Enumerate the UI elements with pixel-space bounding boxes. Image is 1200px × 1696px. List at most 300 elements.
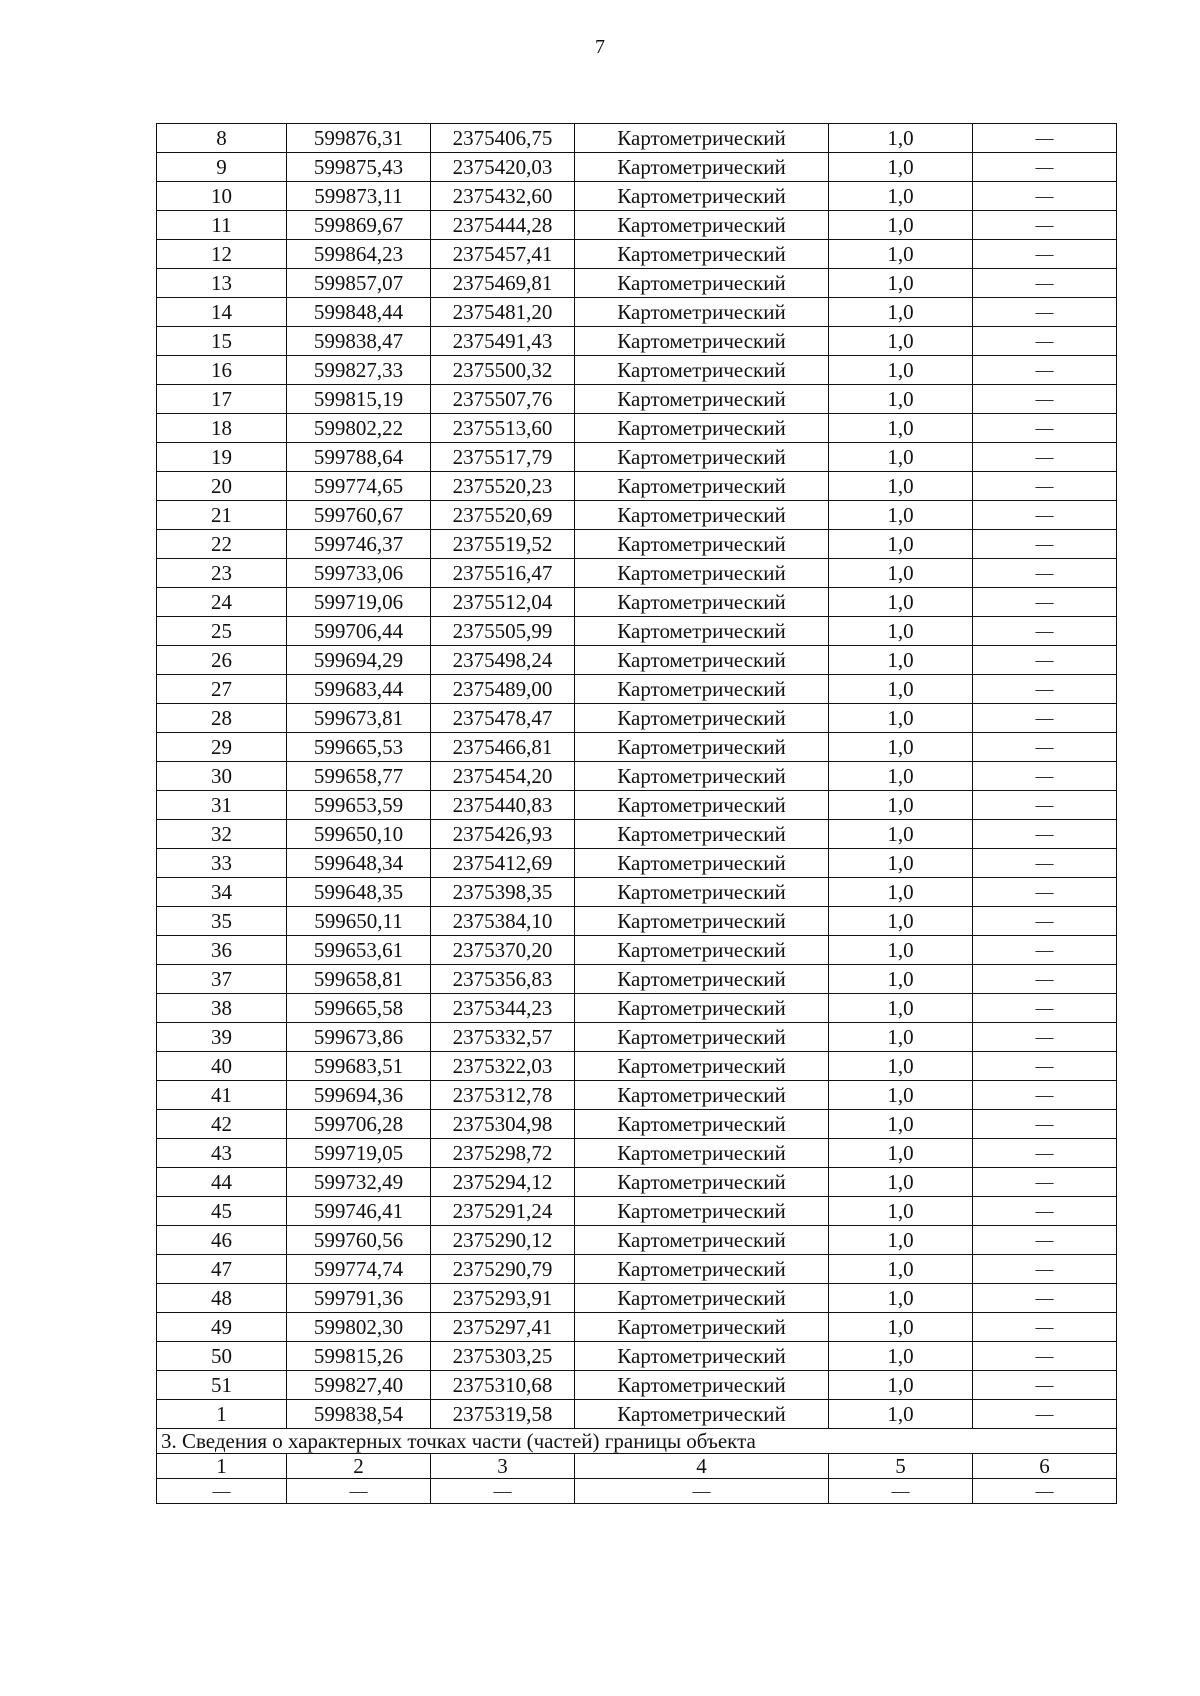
y-coordinate-cell: 2375406,75 xyxy=(431,124,575,153)
description-cell: — xyxy=(973,1371,1117,1400)
description-cell: — xyxy=(973,1284,1117,1313)
x-coordinate-cell: 599815,26 xyxy=(287,1342,431,1371)
point-number-cell: 47 xyxy=(157,1255,287,1284)
y-coordinate-cell: 2375293,91 xyxy=(431,1284,575,1313)
accuracy-cell: 1,0 xyxy=(829,153,973,182)
y-coordinate-cell: 2375513,60 xyxy=(431,414,575,443)
point-number-cell: 39 xyxy=(157,1023,287,1052)
method-cell: Картометрический xyxy=(575,1139,829,1168)
section3-dash-cell: — xyxy=(431,1479,575,1504)
point-number-cell: 23 xyxy=(157,559,287,588)
method-cell: Картометрический xyxy=(575,1371,829,1400)
y-coordinate-cell: 2375491,43 xyxy=(431,327,575,356)
description-cell: — xyxy=(973,1197,1117,1226)
accuracy-cell: 1,0 xyxy=(829,443,973,472)
accuracy-cell: 1,0 xyxy=(829,994,973,1023)
point-number-cell: 49 xyxy=(157,1313,287,1342)
table-row xyxy=(157,298,1117,327)
x-coordinate-cell: 599733,06 xyxy=(287,559,431,588)
method-cell: Картометрический xyxy=(575,559,829,588)
y-coordinate-cell: 2375489,00 xyxy=(431,675,575,704)
point-number-cell: 20 xyxy=(157,472,287,501)
table-row xyxy=(157,327,1117,356)
method-cell: Картометрический xyxy=(575,791,829,820)
table-row xyxy=(157,1400,1117,1429)
points-table-body xyxy=(157,124,1117,1429)
y-coordinate-cell: 2375516,47 xyxy=(431,559,575,588)
y-coordinate-cell: 2375304,98 xyxy=(431,1110,575,1139)
method-cell: Картометрический xyxy=(575,443,829,472)
table-row xyxy=(157,356,1117,385)
method-cell: Картометрический xyxy=(575,675,829,704)
table-row xyxy=(157,1313,1117,1342)
method-cell: Картометрический xyxy=(575,1400,829,1429)
accuracy-cell: 1,0 xyxy=(829,704,973,733)
x-coordinate-cell: 599827,40 xyxy=(287,1371,431,1400)
method-cell: Картометрический xyxy=(575,849,829,878)
method-cell: Картометрический xyxy=(575,327,829,356)
description-cell: — xyxy=(973,1400,1117,1429)
accuracy-cell: 1,0 xyxy=(829,356,973,385)
y-coordinate-cell: 2375457,41 xyxy=(431,240,575,269)
description-cell: — xyxy=(973,385,1117,414)
table-row xyxy=(157,1023,1117,1052)
y-coordinate-cell: 2375294,12 xyxy=(431,1168,575,1197)
table-row xyxy=(157,1081,1117,1110)
table-row xyxy=(157,385,1117,414)
method-cell: Картометрический xyxy=(575,704,829,733)
accuracy-cell: 1,0 xyxy=(829,646,973,675)
point-number-cell: 30 xyxy=(157,762,287,791)
point-number-cell: 26 xyxy=(157,646,287,675)
point-number-cell: 43 xyxy=(157,1139,287,1168)
description-cell: — xyxy=(973,1052,1117,1081)
x-coordinate-cell: 599683,51 xyxy=(287,1052,431,1081)
description-cell: — xyxy=(973,1110,1117,1139)
y-coordinate-cell: 2375303,25 xyxy=(431,1342,575,1371)
point-number-cell: 29 xyxy=(157,733,287,762)
x-coordinate-cell: 599760,56 xyxy=(287,1226,431,1255)
table-row xyxy=(157,1110,1117,1139)
method-cell: Картометрический xyxy=(575,530,829,559)
point-number-cell: 34 xyxy=(157,878,287,907)
point-number-cell: 44 xyxy=(157,1168,287,1197)
point-number-cell: 40 xyxy=(157,1052,287,1081)
table-row xyxy=(157,588,1117,617)
description-cell: — xyxy=(973,559,1117,588)
x-coordinate-cell: 599658,81 xyxy=(287,965,431,994)
point-number-cell: 33 xyxy=(157,849,287,878)
description-cell: — xyxy=(973,356,1117,385)
x-coordinate-cell: 599746,41 xyxy=(287,1197,431,1226)
y-coordinate-cell: 2375520,69 xyxy=(431,501,575,530)
accuracy-cell: 1,0 xyxy=(829,1284,973,1313)
description-cell: — xyxy=(973,646,1117,675)
accuracy-cell: 1,0 xyxy=(829,182,973,211)
table-row xyxy=(157,820,1117,849)
section3-title: 3. Сведения о характерных точках части (частей) границы объекта xyxy=(157,1429,1117,1454)
point-number-cell: 11 xyxy=(157,211,287,240)
description-cell: — xyxy=(973,443,1117,472)
accuracy-cell: 1,0 xyxy=(829,849,973,878)
description-cell: — xyxy=(973,617,1117,646)
accuracy-cell: 1,0 xyxy=(829,1226,973,1255)
table-row xyxy=(157,1139,1117,1168)
y-coordinate-cell: 2375344,23 xyxy=(431,994,575,1023)
table-row xyxy=(157,472,1117,501)
y-coordinate-cell: 2375290,12 xyxy=(431,1226,575,1255)
method-cell: Картометрический xyxy=(575,124,829,153)
x-coordinate-cell: 599683,44 xyxy=(287,675,431,704)
method-cell: Картометрический xyxy=(575,936,829,965)
description-cell: — xyxy=(973,182,1117,211)
method-cell: Картометрический xyxy=(575,385,829,414)
y-coordinate-cell: 2375312,78 xyxy=(431,1081,575,1110)
method-cell: Картометрический xyxy=(575,1284,829,1313)
accuracy-cell: 1,0 xyxy=(829,965,973,994)
point-number-cell: 46 xyxy=(157,1226,287,1255)
method-cell: Картометрический xyxy=(575,356,829,385)
table-row xyxy=(157,1284,1117,1313)
point-number-cell: 38 xyxy=(157,994,287,1023)
method-cell: Картометрический xyxy=(575,414,829,443)
x-coordinate-cell: 599873,11 xyxy=(287,182,431,211)
accuracy-cell: 1,0 xyxy=(829,472,973,501)
description-cell: — xyxy=(973,327,1117,356)
x-coordinate-cell: 599848,44 xyxy=(287,298,431,327)
x-coordinate-cell: 599653,61 xyxy=(287,936,431,965)
accuracy-cell: 1,0 xyxy=(829,1081,973,1110)
method-cell: Картометрический xyxy=(575,878,829,907)
table-row xyxy=(157,501,1117,530)
x-coordinate-cell: 599802,30 xyxy=(287,1313,431,1342)
method-cell: Картометрический xyxy=(575,1342,829,1371)
point-number-cell: 10 xyxy=(157,182,287,211)
x-coordinate-cell: 599658,77 xyxy=(287,762,431,791)
table-row xyxy=(157,1226,1117,1255)
table-row xyxy=(157,1197,1117,1226)
y-coordinate-cell: 2375297,41 xyxy=(431,1313,575,1342)
x-coordinate-cell: 599802,22 xyxy=(287,414,431,443)
description-cell: — xyxy=(973,501,1117,530)
accuracy-cell: 1,0 xyxy=(829,501,973,530)
section3-dash-cell: — xyxy=(287,1479,431,1504)
accuracy-cell: 1,0 xyxy=(829,733,973,762)
y-coordinate-cell: 2375478,47 xyxy=(431,704,575,733)
y-coordinate-cell: 2375384,10 xyxy=(431,907,575,936)
y-coordinate-cell: 2375466,81 xyxy=(431,733,575,762)
method-cell: Картометрический xyxy=(575,1313,829,1342)
y-coordinate-cell: 2375398,35 xyxy=(431,878,575,907)
point-number-cell: 13 xyxy=(157,269,287,298)
table-row xyxy=(157,733,1117,762)
point-number-cell: 25 xyxy=(157,617,287,646)
description-cell: — xyxy=(973,1255,1117,1284)
x-coordinate-cell: 599774,65 xyxy=(287,472,431,501)
description-cell: — xyxy=(973,414,1117,443)
accuracy-cell: 1,0 xyxy=(829,124,973,153)
table-row xyxy=(157,269,1117,298)
table-row xyxy=(157,1342,1117,1371)
description-cell: — xyxy=(973,1139,1117,1168)
accuracy-cell: 1,0 xyxy=(829,1110,973,1139)
method-cell: Картометрический xyxy=(575,1255,829,1284)
x-coordinate-cell: 599719,05 xyxy=(287,1139,431,1168)
table-row xyxy=(157,907,1117,936)
accuracy-cell: 1,0 xyxy=(829,385,973,414)
x-coordinate-cell: 599815,19 xyxy=(287,385,431,414)
point-number-cell: 16 xyxy=(157,356,287,385)
description-cell: — xyxy=(973,907,1117,936)
table-row xyxy=(157,791,1117,820)
description-cell: — xyxy=(973,820,1117,849)
y-coordinate-cell: 2375498,24 xyxy=(431,646,575,675)
description-cell: — xyxy=(973,849,1117,878)
x-coordinate-cell: 599774,74 xyxy=(287,1255,431,1284)
accuracy-cell: 1,0 xyxy=(829,414,973,443)
y-coordinate-cell: 2375370,20 xyxy=(431,936,575,965)
method-cell: Картометрический xyxy=(575,762,829,791)
y-coordinate-cell: 2375420,03 xyxy=(431,153,575,182)
y-coordinate-cell: 2375500,32 xyxy=(431,356,575,385)
description-cell: — xyxy=(973,269,1117,298)
point-number-cell: 17 xyxy=(157,385,287,414)
description-cell: — xyxy=(973,994,1117,1023)
description-cell: — xyxy=(973,1226,1117,1255)
method-cell: Картометрический xyxy=(575,240,829,269)
point-number-cell: 48 xyxy=(157,1284,287,1313)
section3-header-cell: 3 xyxy=(431,1454,575,1479)
method-cell: Картометрический xyxy=(575,820,829,849)
accuracy-cell: 1,0 xyxy=(829,1139,973,1168)
y-coordinate-cell: 2375310,68 xyxy=(431,1371,575,1400)
table-row xyxy=(157,936,1117,965)
point-number-cell: 35 xyxy=(157,907,287,936)
accuracy-cell: 1,0 xyxy=(829,878,973,907)
table-row xyxy=(157,124,1117,153)
description-cell: — xyxy=(973,878,1117,907)
x-coordinate-cell: 599838,54 xyxy=(287,1400,431,1429)
y-coordinate-cell: 2375469,81 xyxy=(431,269,575,298)
point-number-cell: 8 xyxy=(157,124,287,153)
point-number-cell: 37 xyxy=(157,965,287,994)
method-cell: Картометрический xyxy=(575,733,829,762)
table-row xyxy=(157,240,1117,269)
section3-block xyxy=(157,1429,1117,1504)
table-row xyxy=(157,530,1117,559)
x-coordinate-cell: 599827,33 xyxy=(287,356,431,385)
accuracy-cell: 1,0 xyxy=(829,1168,973,1197)
section3-header-cell: 6 xyxy=(973,1454,1117,1479)
point-number-cell: 18 xyxy=(157,414,287,443)
method-cell: Картометрический xyxy=(575,501,829,530)
y-coordinate-cell: 2375520,23 xyxy=(431,472,575,501)
table-row xyxy=(157,849,1117,878)
method-cell: Картометрический xyxy=(575,1197,829,1226)
method-cell: Картометрический xyxy=(575,269,829,298)
section3-title-row xyxy=(157,1429,1117,1454)
x-coordinate-cell: 599653,59 xyxy=(287,791,431,820)
x-coordinate-cell: 599838,47 xyxy=(287,327,431,356)
x-coordinate-cell: 599650,10 xyxy=(287,820,431,849)
x-coordinate-cell: 599719,06 xyxy=(287,588,431,617)
section3-header-cell: 2 xyxy=(287,1454,431,1479)
x-coordinate-cell: 599665,58 xyxy=(287,994,431,1023)
x-coordinate-cell: 599648,34 xyxy=(287,849,431,878)
table-row xyxy=(157,1052,1117,1081)
method-cell: Картометрический xyxy=(575,588,829,617)
x-coordinate-cell: 599665,53 xyxy=(287,733,431,762)
description-cell: — xyxy=(973,762,1117,791)
point-number-cell: 51 xyxy=(157,1371,287,1400)
table-row xyxy=(157,646,1117,675)
x-coordinate-cell: 599875,43 xyxy=(287,153,431,182)
method-cell: Картометрический xyxy=(575,298,829,327)
description-cell: — xyxy=(973,704,1117,733)
table-row xyxy=(157,1168,1117,1197)
description-cell: — xyxy=(973,472,1117,501)
description-cell: — xyxy=(973,733,1117,762)
y-coordinate-cell: 2375290,79 xyxy=(431,1255,575,1284)
point-number-cell: 21 xyxy=(157,501,287,530)
table-row xyxy=(157,182,1117,211)
method-cell: Картометрический xyxy=(575,617,829,646)
description-cell: — xyxy=(973,588,1117,617)
method-cell: Картометрический xyxy=(575,153,829,182)
accuracy-cell: 1,0 xyxy=(829,559,973,588)
description-cell: — xyxy=(973,124,1117,153)
accuracy-cell: 1,0 xyxy=(829,936,973,965)
description-cell: — xyxy=(973,965,1117,994)
point-number-cell: 28 xyxy=(157,704,287,733)
x-coordinate-cell: 599876,31 xyxy=(287,124,431,153)
table-row xyxy=(157,704,1117,733)
x-coordinate-cell: 599746,37 xyxy=(287,530,431,559)
method-cell: Картометрический xyxy=(575,994,829,1023)
description-cell: — xyxy=(973,298,1117,327)
accuracy-cell: 1,0 xyxy=(829,298,973,327)
method-cell: Картометрический xyxy=(575,1023,829,1052)
table-row xyxy=(157,211,1117,240)
y-coordinate-cell: 2375444,28 xyxy=(431,211,575,240)
x-coordinate-cell: 599788,64 xyxy=(287,443,431,472)
accuracy-cell: 1,0 xyxy=(829,530,973,559)
table-row xyxy=(157,1371,1117,1400)
x-coordinate-cell: 599673,86 xyxy=(287,1023,431,1052)
x-coordinate-cell: 599706,44 xyxy=(287,617,431,646)
y-coordinate-cell: 2375517,79 xyxy=(431,443,575,472)
x-coordinate-cell: 599864,23 xyxy=(287,240,431,269)
y-coordinate-cell: 2375507,76 xyxy=(431,385,575,414)
accuracy-cell: 1,0 xyxy=(829,762,973,791)
x-coordinate-cell: 599694,29 xyxy=(287,646,431,675)
section3-header-cell: 4 xyxy=(575,1454,829,1479)
accuracy-cell: 1,0 xyxy=(829,675,973,704)
accuracy-cell: 1,0 xyxy=(829,240,973,269)
point-number-cell: 15 xyxy=(157,327,287,356)
y-coordinate-cell: 2375319,58 xyxy=(431,1400,575,1429)
table-row xyxy=(157,559,1117,588)
x-coordinate-cell: 599791,36 xyxy=(287,1284,431,1313)
accuracy-cell: 1,0 xyxy=(829,1255,973,1284)
table-row xyxy=(157,617,1117,646)
point-number-cell: 22 xyxy=(157,530,287,559)
method-cell: Картометрический xyxy=(575,472,829,501)
x-coordinate-cell: 599648,35 xyxy=(287,878,431,907)
accuracy-cell: 1,0 xyxy=(829,791,973,820)
accuracy-cell: 1,0 xyxy=(829,1400,973,1429)
accuracy-cell: 1,0 xyxy=(829,617,973,646)
accuracy-cell: 1,0 xyxy=(829,1197,973,1226)
y-coordinate-cell: 2375298,72 xyxy=(431,1139,575,1168)
accuracy-cell: 1,0 xyxy=(829,327,973,356)
boundary-points-table xyxy=(156,123,1117,1504)
table-row xyxy=(157,762,1117,791)
y-coordinate-cell: 2375412,69 xyxy=(431,849,575,878)
description-cell: — xyxy=(973,675,1117,704)
y-coordinate-cell: 2375512,04 xyxy=(431,588,575,617)
y-coordinate-cell: 2375505,99 xyxy=(431,617,575,646)
description-cell: — xyxy=(973,1168,1117,1197)
x-coordinate-cell: 599706,28 xyxy=(287,1110,431,1139)
description-cell: — xyxy=(973,791,1117,820)
point-number-cell: 24 xyxy=(157,588,287,617)
method-cell: Картометрический xyxy=(575,1226,829,1255)
point-number-cell: 14 xyxy=(157,298,287,327)
description-cell: — xyxy=(973,1342,1117,1371)
y-coordinate-cell: 2375440,83 xyxy=(431,791,575,820)
section3-header-cell: 5 xyxy=(829,1454,973,1479)
description-cell: — xyxy=(973,530,1117,559)
description-cell: — xyxy=(973,936,1117,965)
table-row xyxy=(157,878,1117,907)
table-row xyxy=(157,675,1117,704)
x-coordinate-cell: 599760,67 xyxy=(287,501,431,530)
accuracy-cell: 1,0 xyxy=(829,907,973,936)
point-number-cell: 41 xyxy=(157,1081,287,1110)
method-cell: Картометрический xyxy=(575,1110,829,1139)
method-cell: Картометрический xyxy=(575,211,829,240)
table-row xyxy=(157,1255,1117,1284)
accuracy-cell: 1,0 xyxy=(829,211,973,240)
y-coordinate-cell: 2375519,52 xyxy=(431,530,575,559)
page-number: 7 xyxy=(595,36,605,58)
x-coordinate-cell: 599857,07 xyxy=(287,269,431,298)
x-coordinate-cell: 599869,67 xyxy=(287,211,431,240)
section3-dash-cell: — xyxy=(973,1479,1117,1504)
point-number-cell: 31 xyxy=(157,791,287,820)
section3-dash-cell: — xyxy=(829,1479,973,1504)
accuracy-cell: 1,0 xyxy=(829,588,973,617)
accuracy-cell: 1,0 xyxy=(829,1052,973,1081)
y-coordinate-cell: 2375356,83 xyxy=(431,965,575,994)
point-number-cell: 1 xyxy=(157,1400,287,1429)
description-cell: — xyxy=(973,240,1117,269)
method-cell: Картометрический xyxy=(575,965,829,994)
point-number-cell: 36 xyxy=(157,936,287,965)
y-coordinate-cell: 2375454,20 xyxy=(431,762,575,791)
point-number-cell: 9 xyxy=(157,153,287,182)
description-cell: — xyxy=(973,1023,1117,1052)
x-coordinate-cell: 599673,81 xyxy=(287,704,431,733)
method-cell: Картометрический xyxy=(575,182,829,211)
x-coordinate-cell: 599732,49 xyxy=(287,1168,431,1197)
table-row xyxy=(157,965,1117,994)
accuracy-cell: 1,0 xyxy=(829,269,973,298)
y-coordinate-cell: 2375322,03 xyxy=(431,1052,575,1081)
table-row xyxy=(157,443,1117,472)
method-cell: Картометрический xyxy=(575,1081,829,1110)
